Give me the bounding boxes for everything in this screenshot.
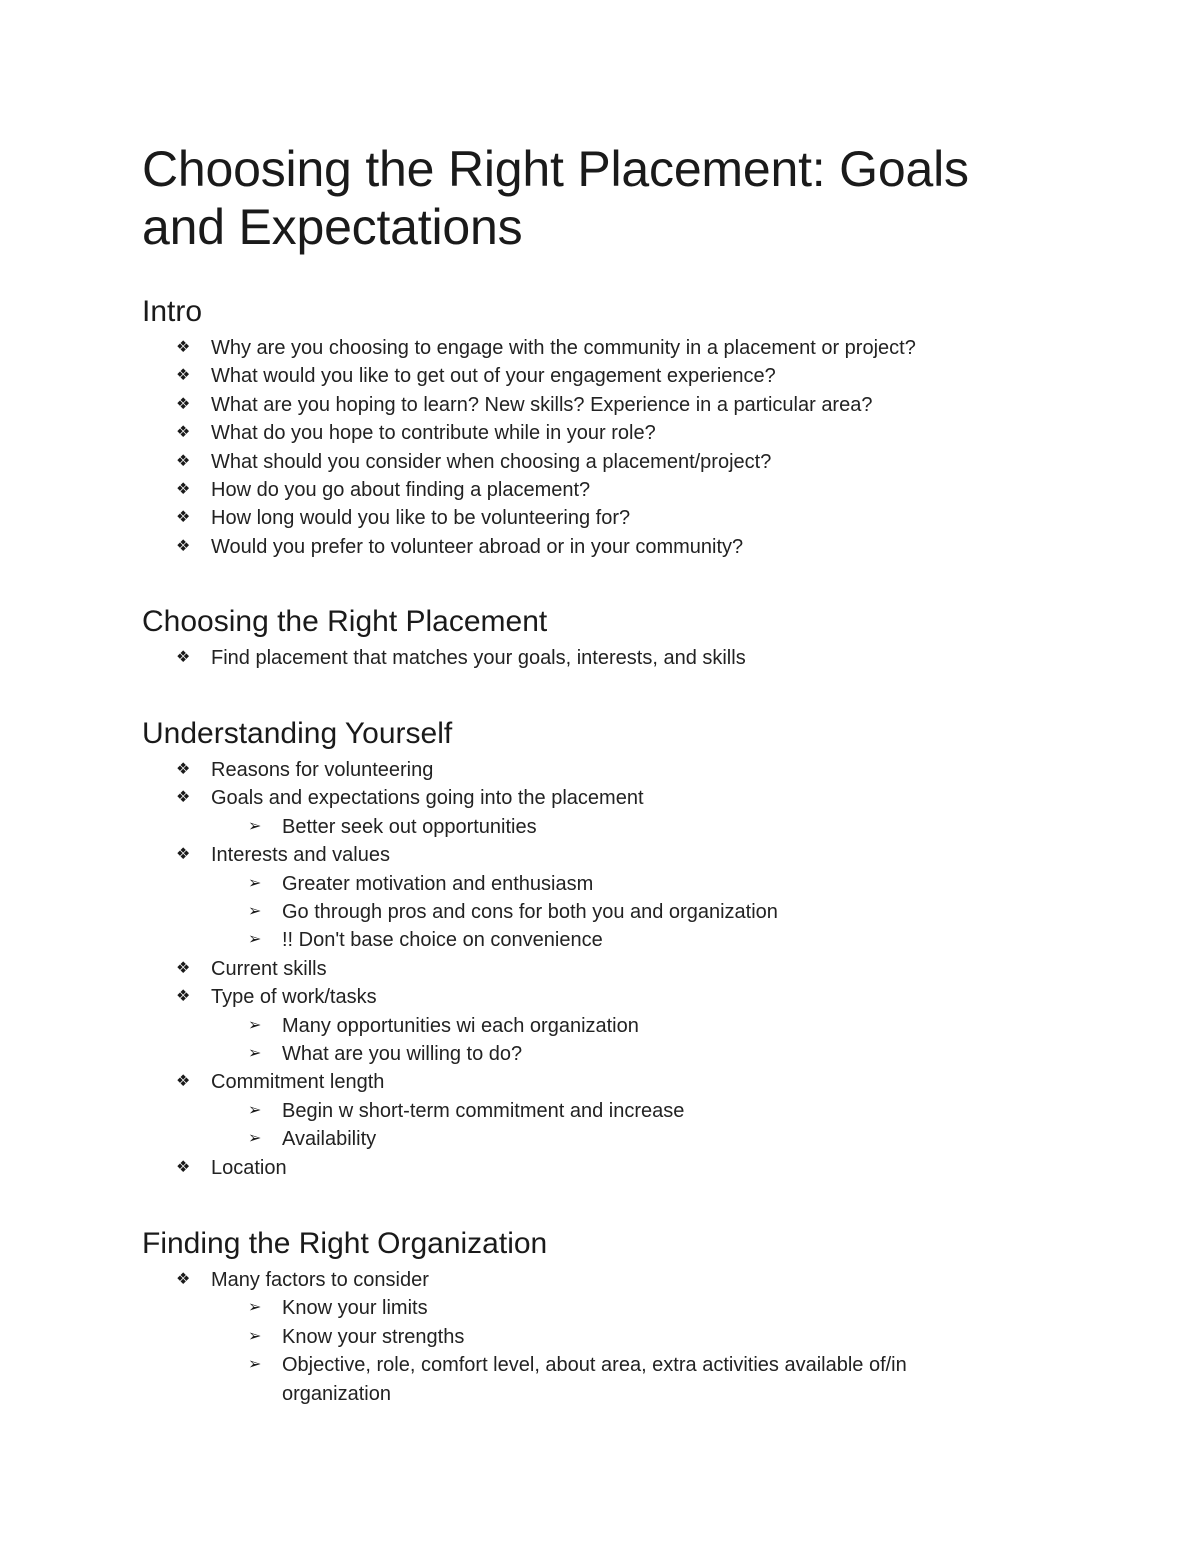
section-heading-understanding-yourself: Understanding Yourself — [142, 717, 453, 750]
sub-list-item — [211, 1012, 1042, 1040]
section-heading-choosing-placement: Choosing the Right Placement — [142, 605, 548, 638]
diamond-bullet-icon: ❖ — [176, 988, 191, 1006]
list-item — [142, 448, 1042, 476]
list-item — [142, 1154, 1042, 1182]
sub-list — [211, 870, 1042, 955]
diamond-bullet-icon: ❖ — [176, 367, 191, 385]
sub-list-item-text: Objective, role, comfort level, about area, extra activities available of/in organization — [282, 1354, 907, 1405]
sub-list — [211, 1294, 1042, 1408]
sub-list-item — [211, 1097, 1042, 1125]
list-item-text: How long would you like to be volunteering for? — [211, 507, 631, 530]
list-item-text: Commitment length — [211, 1071, 385, 1094]
sub-list-item-text: Greater motivation and enthusiasm — [282, 872, 594, 895]
sub-list-item-text: Know your strengths — [282, 1325, 465, 1348]
sub-list-item-text: !! Don't base choice on convenience — [282, 929, 603, 952]
section-heading-intro: Intro — [142, 295, 203, 328]
diamond-bullet-icon: ❖ — [176, 424, 191, 442]
sub-list — [211, 1012, 1042, 1069]
list-item-text: Why are you choosing to engage with the community in a placement or project? — [211, 337, 916, 359]
diamond-bullet-icon: ❖ — [176, 537, 191, 555]
section-understanding-yourself — [142, 716, 1042, 1182]
sub-list-item-text: Know your limits — [282, 1297, 428, 1320]
diamond-bullet-icon: ❖ — [176, 1271, 191, 1288]
list-item-text: How do you go about finding a placement? — [211, 479, 591, 502]
diamond-bullet-icon: ❖ — [176, 339, 191, 356]
sub-list-item — [211, 898, 1042, 926]
list-item — [142, 784, 1042, 841]
list-item — [142, 1068, 1042, 1153]
list-item-text: Type of work/tasks — [211, 986, 377, 1009]
sub-list-item — [211, 1125, 1042, 1153]
list-item — [142, 644, 1042, 672]
section-choosing-placement — [142, 604, 1042, 672]
list-item — [142, 391, 1042, 419]
sub-list-item — [211, 1351, 922, 1408]
list-item-text: What do you hope to contribute while in your role? — [211, 422, 656, 445]
document-title: Choosing the Right Placement: Goals and Expectations — [142, 141, 969, 255]
list-item-text: Find placement that matches your goals, interests, and skills — [211, 647, 746, 669]
list-item-text: What would you like to get out of your engagement experience? — [211, 365, 776, 388]
section-heading-finding-organization: Finding the Right Organization — [142, 1227, 548, 1260]
arrowhead-bullet-icon: ➢ — [248, 1356, 262, 1374]
sub-list-item-text: Better seek out opportunities — [282, 815, 537, 838]
sub-list-item — [211, 813, 1042, 841]
arrowhead-bullet-icon: ➢ — [248, 1045, 262, 1063]
list-item — [142, 533, 1042, 561]
diamond-bullet-icon: ❖ — [176, 959, 191, 977]
arrowhead-bullet-icon: ➢ — [248, 1101, 262, 1119]
sub-list-item-text: What are you willing to do? — [282, 1043, 523, 1066]
arrowhead-bullet-icon: ➢ — [248, 1299, 262, 1317]
list-item — [142, 476, 1042, 504]
arrowhead-bullet-icon: ➢ — [248, 874, 262, 892]
list-item — [142, 841, 1042, 955]
diamond-bullet-icon: ❖ — [176, 761, 191, 778]
arrowhead-bullet-icon: ➢ — [248, 903, 262, 921]
list-item — [142, 419, 1042, 447]
list-item-text: Many factors to consider — [211, 1269, 429, 1291]
list-item-text: Interests and values — [211, 844, 390, 867]
sub-list-item-text: Many opportunities wi each organization — [282, 1014, 639, 1037]
arrowhead-bullet-icon: ➢ — [248, 1327, 262, 1345]
list-item-text: What are you hoping to learn? New skills? Experience in a particular area? — [211, 393, 873, 416]
finding-list — [142, 1266, 1042, 1408]
arrowhead-bullet-icon: ➢ — [248, 931, 262, 949]
sub-list-item — [211, 926, 1042, 954]
arrowhead-bullet-icon: ➢ — [248, 1130, 262, 1148]
list-item — [142, 504, 1042, 532]
sub-list-item — [211, 1323, 1042, 1351]
list-item — [142, 983, 1042, 1068]
list-item — [142, 1266, 1042, 1408]
list-item-text: Goals and expectations going into the placement — [211, 787, 644, 810]
diamond-bullet-icon: ❖ — [176, 1073, 191, 1091]
sub-list — [211, 1097, 1042, 1154]
arrowhead-bullet-icon: ➢ — [248, 817, 262, 835]
list-item — [142, 756, 1042, 784]
list-item — [142, 334, 1042, 362]
arrowhead-bullet-icon: ➢ — [248, 1016, 262, 1034]
diamond-bullet-icon: ❖ — [176, 481, 191, 499]
diamond-bullet-icon: ❖ — [176, 509, 191, 527]
list-item — [142, 362, 1042, 390]
list-item-text: Current skills — [211, 957, 327, 980]
choosing-list — [142, 644, 1042, 672]
section-intro — [142, 294, 1042, 561]
sub-list — [211, 813, 1042, 841]
sub-list-item — [211, 870, 1042, 898]
sub-list-item-text: Begin w short-term commitment and increase — [282, 1099, 685, 1122]
sub-list-item-text: Availability — [282, 1128, 377, 1151]
section-finding-organization — [142, 1226, 1042, 1408]
sub-list-item — [211, 1294, 1042, 1322]
list-item — [142, 955, 1042, 983]
list-item-text: Location — [211, 1156, 287, 1179]
list-item-text: Would you prefer to volunteer abroad or in your community? — [211, 535, 744, 558]
diamond-bullet-icon: ❖ — [176, 395, 191, 413]
diamond-bullet-icon: ❖ — [176, 846, 191, 864]
sub-list-item-text: Go through pros and cons for both you and organization — [282, 901, 778, 924]
list-item-text: What should you consider when choosing a placement/project? — [211, 450, 772, 473]
understanding-list — [142, 756, 1042, 1182]
list-item-text: Reasons for volunteering — [211, 759, 434, 781]
diamond-bullet-icon: ❖ — [176, 1158, 191, 1176]
diamond-bullet-icon: ❖ — [176, 789, 191, 807]
diamond-bullet-icon: ❖ — [176, 649, 191, 666]
diamond-bullet-icon: ❖ — [176, 452, 191, 470]
sub-list-item — [211, 1040, 1042, 1068]
intro-list — [142, 334, 1042, 561]
